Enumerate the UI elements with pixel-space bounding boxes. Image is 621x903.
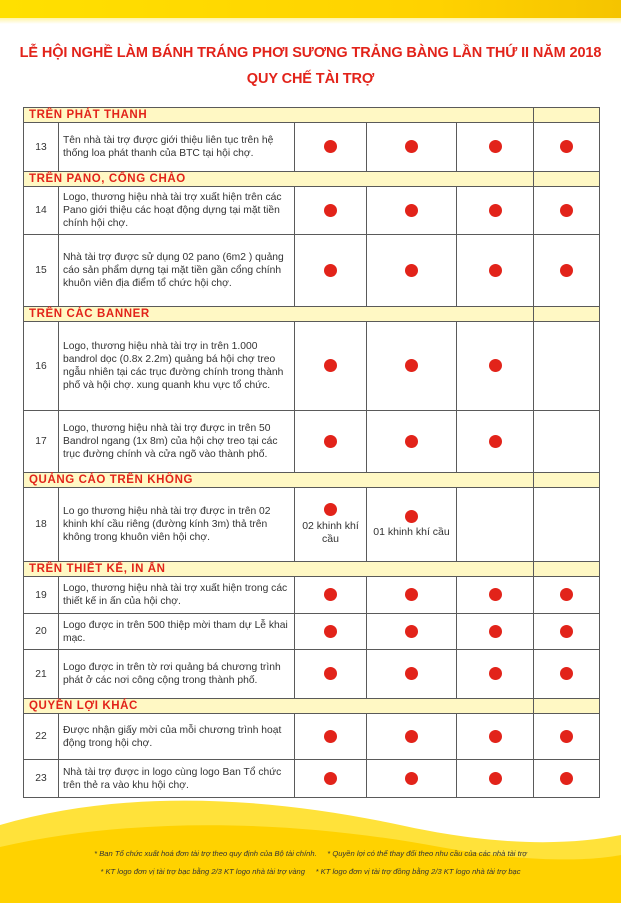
section-header xyxy=(24,108,600,123)
title-line-1: LỄ HỘI NGHỀ LÀM BÁNH TRÁNG PHƠI SƯƠNG TRẢNG BÀNG LẦN THỨ II NĂM 2018 xyxy=(19,45,602,61)
red-dot-icon xyxy=(560,140,573,153)
red-dot-icon xyxy=(560,667,573,680)
table-row xyxy=(24,614,600,650)
section-blank-cell xyxy=(534,699,600,714)
tier-cell xyxy=(534,322,600,411)
tier-cell xyxy=(457,650,534,699)
section-label: TRÊN PHÁT THANH xyxy=(24,108,534,123)
red-dot-icon xyxy=(405,264,418,277)
row-number: 15 xyxy=(24,235,59,307)
tier-cell xyxy=(457,714,534,760)
table-row xyxy=(24,650,600,699)
tier-cell xyxy=(295,577,367,614)
tier-cell xyxy=(457,577,534,614)
row-number: 20 xyxy=(24,614,59,650)
table-row xyxy=(24,714,600,760)
section-blank-cell xyxy=(534,562,600,577)
red-dot-icon xyxy=(324,503,337,516)
red-dot-icon xyxy=(560,625,573,638)
tier-cell xyxy=(534,614,600,650)
row-description: Logo, thương hiệu nhà tài trợ được in trên 50 Bandrol ngang (1x 8m) của hội chợ treo tại các trục đường chính và cửa ngõ vào thành phố. xyxy=(59,411,295,473)
tier-cell xyxy=(457,322,534,411)
table-row xyxy=(24,760,600,798)
row-number: 14 xyxy=(24,187,59,235)
red-dot-icon xyxy=(324,359,337,372)
tier-cell xyxy=(367,714,457,760)
section-label: QUẢNG CÁO TRÊN KHÔNG xyxy=(24,473,534,488)
footnote-benefits-change: * Quyền lợi có thể thay đổi theo nhu cầu của các nhà tài trợ xyxy=(327,849,527,858)
red-dot-icon xyxy=(560,264,573,277)
table-row xyxy=(24,123,600,172)
table-row xyxy=(24,577,600,614)
tier-cell xyxy=(534,235,600,307)
red-dot-icon xyxy=(489,140,502,153)
row-description: Lo go thương hiệu nhà tài trợ được in trên 02 khinh khí cầu riêng (đường kính 3m) thả trên không trong khuôn viên hội chợ. xyxy=(59,488,295,562)
row-description: Nhà tài trợ được in logo cùng logo Ban Tổ chức trên thẻ ra vào khu hội chợ. xyxy=(59,760,295,798)
row-description: Được nhận giấy mời của mỗi chương trình hoạt động trong hội chợ. xyxy=(59,714,295,760)
red-dot-icon xyxy=(324,730,337,743)
footnote-silver-size: * KT logo đơn vị tài trợ bạc bằng 2/3 KT logo nhà tài trợ vàng xyxy=(100,867,305,876)
red-dot-icon xyxy=(405,667,418,680)
red-dot-icon xyxy=(489,359,502,372)
section-header xyxy=(24,172,600,187)
bottom-yellow-wave xyxy=(0,785,621,903)
row-description: Logo, thương hiệu nhà tài trợ xuất hiện trên các Pano giới thiệu các hoạt động dựng tại mặt tiền chính hội chợ. xyxy=(59,187,295,235)
footnote-bronze-size: * KT logo đơn vị tài trợ đồng bằng 2/3 KT logo nhà tài trợ bạc xyxy=(315,867,521,876)
section-header xyxy=(24,699,600,714)
red-dot-icon xyxy=(405,625,418,638)
tier-cell xyxy=(367,577,457,614)
tier-cell xyxy=(534,714,600,760)
tier-cell xyxy=(367,650,457,699)
red-dot-icon xyxy=(489,264,502,277)
red-dot-icon xyxy=(489,204,502,217)
sponsorship-table xyxy=(23,107,600,798)
red-dot-icon xyxy=(324,140,337,153)
tier-cell xyxy=(295,714,367,760)
row-description: Nhà tài trợ được sử dụng 02 pano (6m2 ) quảng cáo sản phẩm dựng tại mặt tiền gần cổng chính khuôn viên địa điểm tổ chức hội chợ. xyxy=(59,235,295,307)
tier-cell xyxy=(457,760,534,798)
tier-cell xyxy=(457,614,534,650)
red-dot-icon xyxy=(489,435,502,448)
red-dot-icon xyxy=(405,730,418,743)
tier-cell xyxy=(457,123,534,172)
section-header xyxy=(24,473,600,488)
row-number: 17 xyxy=(24,411,59,473)
red-dot-icon xyxy=(405,435,418,448)
row-description: Logo được in trên tờ rơi quảng bá chương trình phát ở các nơi công cộng trong thành phố. xyxy=(59,650,295,699)
table-row xyxy=(24,488,600,562)
red-dot-icon xyxy=(405,204,418,217)
benefit-quantity-label: 02 khinh khí cầu xyxy=(302,519,359,545)
red-dot-icon xyxy=(489,730,502,743)
red-dot-icon xyxy=(324,667,337,680)
footnote-invoice: * Ban Tổ chức xuất hoá đơn tài trợ theo quy định của Bộ tài chính. xyxy=(94,849,317,858)
tier-cell xyxy=(367,614,457,650)
red-dot-icon xyxy=(560,772,573,785)
row-description: Tên nhà tài trợ được giới thiệu liên tục trên hệ thống loa phát thanh của BTC tại hội chợ. xyxy=(59,123,295,172)
tier-cell xyxy=(295,235,367,307)
red-dot-icon xyxy=(324,588,337,601)
tier-cell xyxy=(367,187,457,235)
table-row xyxy=(24,411,600,473)
section-blank-cell xyxy=(534,473,600,488)
red-dot-icon xyxy=(489,625,502,638)
tier-cell xyxy=(295,322,367,411)
red-dot-icon xyxy=(324,435,337,448)
red-dot-icon xyxy=(405,772,418,785)
section-blank-cell xyxy=(534,307,600,322)
tier-cell xyxy=(457,235,534,307)
tier-cell xyxy=(534,760,600,798)
tier-cell xyxy=(295,187,367,235)
row-number: 16 xyxy=(24,322,59,411)
footnotes-line-2 xyxy=(0,866,621,877)
tier-cell xyxy=(534,577,600,614)
row-number: 19 xyxy=(24,577,59,614)
red-dot-icon xyxy=(560,588,573,601)
section-blank-cell xyxy=(534,108,600,123)
tier-cell xyxy=(295,488,367,562)
row-description: Logo được in trên 500 thiệp mời tham dự Lễ khai mạc. xyxy=(59,614,295,650)
tier-cell xyxy=(295,123,367,172)
row-number: 22 xyxy=(24,714,59,760)
row-number: 18 xyxy=(24,488,59,562)
section-blank-cell xyxy=(534,172,600,187)
red-dot-icon xyxy=(560,730,573,743)
row-description: Logo, thương hiệu nhà tài trợ xuất hiện trong các thiết kế in ấn của hội chợ. xyxy=(59,577,295,614)
red-dot-icon xyxy=(560,204,573,217)
tier-cell xyxy=(534,650,600,699)
row-number: 23 xyxy=(24,760,59,798)
section-header xyxy=(24,562,600,577)
red-dot-icon xyxy=(324,204,337,217)
section-label: TRÊN CÁC BANNER xyxy=(24,307,534,322)
footnotes-line-1 xyxy=(0,848,621,859)
tier-cell xyxy=(367,123,457,172)
table-row xyxy=(24,187,600,235)
tier-cell xyxy=(367,411,457,473)
title-line-2: QUY CHẾ TÀI TRỢ xyxy=(246,71,375,87)
tier-cell xyxy=(367,322,457,411)
red-dot-icon xyxy=(324,264,337,277)
tier-cell xyxy=(295,650,367,699)
section-label: TRÊN PANO, CỔNG CHÀO xyxy=(24,172,534,187)
section-label: QUYỀN LỢI KHÁC xyxy=(24,699,534,714)
tier-cell xyxy=(534,411,600,473)
tier-cell xyxy=(457,488,534,562)
tier-cell xyxy=(367,760,457,798)
top-yellow-band xyxy=(0,0,621,18)
red-dot-icon xyxy=(324,625,337,638)
row-number: 21 xyxy=(24,650,59,699)
red-dot-icon xyxy=(324,772,337,785)
page-title xyxy=(0,40,621,92)
tier-cell xyxy=(295,411,367,473)
tier-cell xyxy=(367,488,457,562)
section-header xyxy=(24,307,600,322)
red-dot-icon xyxy=(405,359,418,372)
row-number: 13 xyxy=(24,123,59,172)
row-description: Logo, thương hiệu nhà tài trợ in trên 1.000 bandrol dọc (0.8x 2.2m) quảng bá hội chợ treo ngẫu nhiên tại các trục đường chính trong thành phố và hội chợ. xung quanh khu vực tổ chức. xyxy=(59,322,295,411)
tier-cell xyxy=(295,614,367,650)
table-row xyxy=(24,235,600,307)
red-dot-icon xyxy=(489,588,502,601)
table-row xyxy=(24,322,600,411)
red-dot-icon xyxy=(489,772,502,785)
benefit-quantity-label: 01 khinh khí cầu xyxy=(373,526,450,539)
tier-cell xyxy=(457,187,534,235)
red-dot-icon xyxy=(405,588,418,601)
tier-cell xyxy=(457,411,534,473)
tier-cell xyxy=(534,187,600,235)
red-dot-icon xyxy=(405,140,418,153)
red-dot-icon xyxy=(405,510,418,523)
red-dot-icon xyxy=(489,667,502,680)
tier-cell xyxy=(295,760,367,798)
tier-cell xyxy=(534,123,600,172)
section-label: TRÊN THIẾT KẾ, IN ẤN xyxy=(24,562,534,577)
tier-cell xyxy=(534,488,600,562)
tier-cell xyxy=(367,235,457,307)
